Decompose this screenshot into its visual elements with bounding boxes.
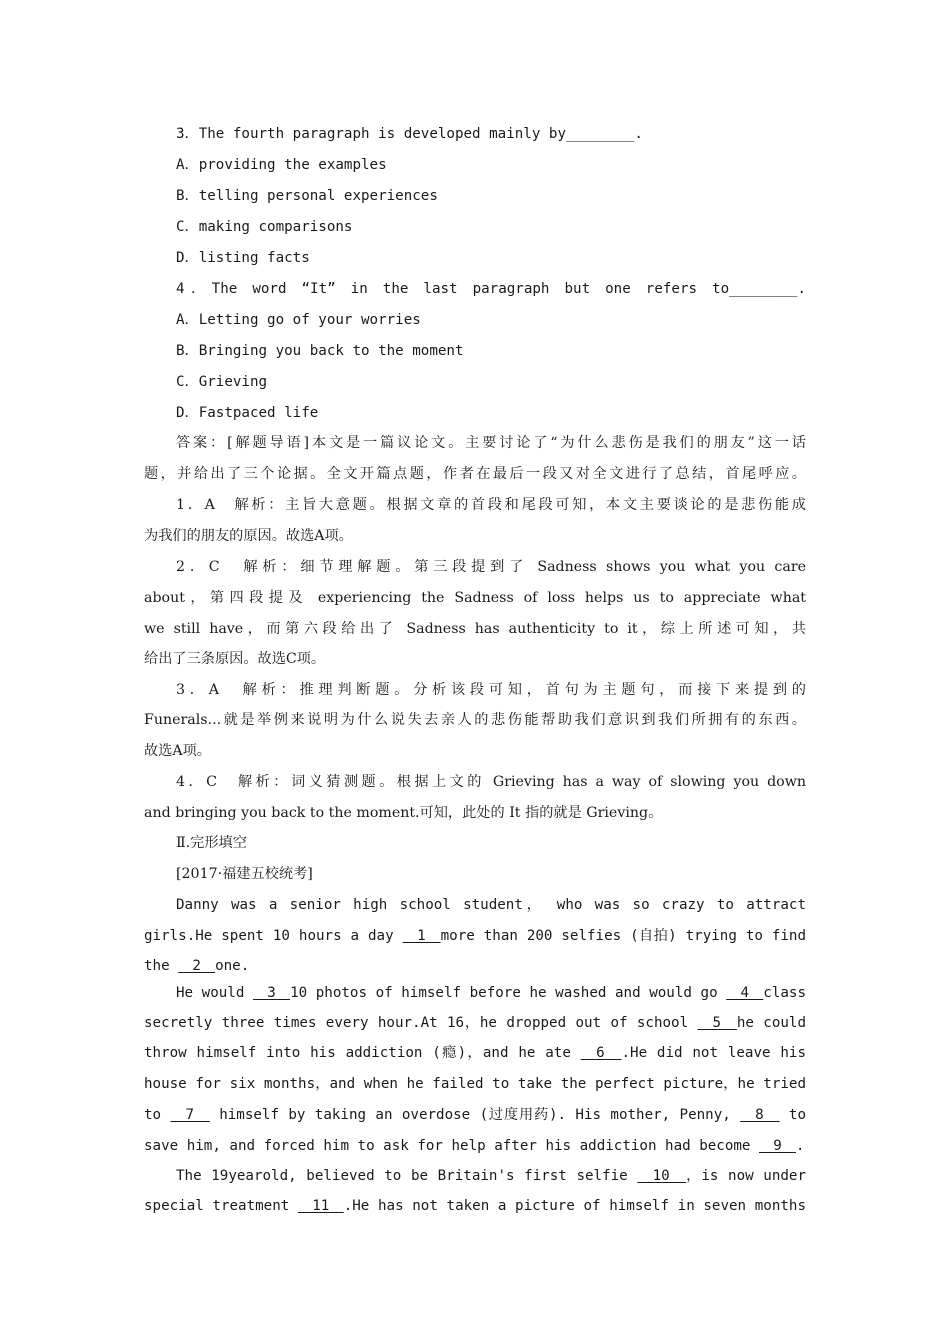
cloze-blank-7: 7 xyxy=(170,1107,210,1123)
answer-key-line-2: 题，并给出了三个论据。全文开篇点题，作者在最后一段又对全文进行了总结，首尾呼应。 xyxy=(144,466,806,482)
passage-text: he could xyxy=(736,1015,806,1031)
passage-text: He would xyxy=(176,985,253,1001)
passage-text: 10 photos of himself before he washed and would go xyxy=(290,985,727,1001)
passage-line-1: Danny was a senior high school student， who was so crazy to attract xyxy=(176,897,806,913)
question-4-option-c: C．Grieving xyxy=(176,374,268,390)
passage-text: save him, and forced him to ask for help after his addiction had become xyxy=(144,1138,759,1154)
answer-key-line-12: 4．C 解析：词义猜测题。根据上文的 Grieving has a way of slowing you down xyxy=(176,774,806,790)
cloze-blank-3: 3 xyxy=(252,985,291,1001)
question-4-option-d: D．Fastpaced life xyxy=(176,405,319,421)
passage-text: more than 200 selfies (自拍) trying to find xyxy=(440,928,806,944)
passage-text: secretly three times every hour.At 16，he dropped out of school xyxy=(144,1015,698,1031)
cloze-blank-8: 8 xyxy=(740,1107,780,1123)
source-tag: [2017·福建五校统考] xyxy=(176,866,313,882)
passage-text: throw himself into his addiction (瘾)，and he ate xyxy=(144,1045,581,1061)
answer-key-line-13: and bringing you back to the moment.可知，此处的 It 指的就是 Grieving。 xyxy=(144,805,663,821)
passage-line-6 xyxy=(144,1043,806,1063)
question-4-option-b: B．Bringing you back to the moment xyxy=(176,343,464,359)
question-3-option-c: C．making comparisons xyxy=(176,219,353,235)
passage-line-5 xyxy=(144,1013,806,1033)
cloze-blank-1: 1 xyxy=(402,928,441,944)
cloze-blank-6: 6 xyxy=(580,1045,622,1061)
passage-line-9 xyxy=(144,1136,806,1156)
answer-key-line-10: Funerals...就是举例来说明为什么说失去亲人的悲伤能帮助我们意识到我们所拥有的东西。 xyxy=(144,712,806,728)
passage-line-11 xyxy=(144,1196,806,1216)
answer-key-line-8: 给出了三条原因。故选C项。 xyxy=(144,651,326,667)
cloze-blank-11: 11 xyxy=(297,1198,344,1214)
passage-text: ，is now under xyxy=(686,1168,806,1184)
section-heading: Ⅱ.完形填空 xyxy=(176,835,247,851)
passage-text: class xyxy=(763,985,806,1001)
answer-key-line-11: 故选A项。 xyxy=(144,743,211,759)
passage-line-8 xyxy=(144,1105,806,1125)
question-3-option-d: D．listing facts xyxy=(176,250,310,266)
question-4-option-a: A．Letting go of your worries xyxy=(176,312,421,328)
answer-key-line-4: 为我们的朋友的原因。故选A项。 xyxy=(144,528,353,544)
cloze-blank-10: 10 xyxy=(637,1168,687,1184)
cloze-blank-2: 2 xyxy=(178,958,216,974)
passage-text: girls.He spent 10 hours a day xyxy=(144,928,403,944)
question-3-option-a: A．providing the examples xyxy=(176,157,387,173)
passage-text: to xyxy=(779,1107,806,1123)
passage-line-10 xyxy=(176,1166,806,1186)
passage-line-7: house for six months，and when he failed to take the perfect picture，he tried xyxy=(144,1076,806,1092)
answer-key-line-3: 1．A 解析：主旨大意题。根据文章的首段和尾段可知，本文主要谈论的是悲伤能成 xyxy=(176,497,806,513)
question-3-option-b: B．telling personal experiences xyxy=(176,188,438,204)
passage-text: himself by taking an overdose (过度用药). His mother, Penny, xyxy=(209,1107,741,1123)
passage-text: . xyxy=(795,1138,805,1154)
passage-line-3 xyxy=(144,956,806,976)
answer-key-line-6: about，第四段提及 experiencing the Sadness of loss helps us to appreciate what xyxy=(144,590,806,606)
question-4-stem: 4．The word “It” in the last paragraph but one refers to________. xyxy=(176,281,806,297)
answer-key-line-7: we still have，而第六段给出了 Sadness has authenticity to it，综上所述可知，共 xyxy=(144,621,806,637)
answer-key-line-1: 答案：[解题导语]本文是一篇议论文。主要讨论了“为什么悲伤是我们的朋友”这一话 xyxy=(176,435,806,451)
passage-text: special treatment xyxy=(144,1198,298,1214)
answer-key-line-9: 3．A 解析：推理判断题。分析该段可知，首句为主题句，而接下来提到的 xyxy=(176,682,806,698)
cloze-blank-4: 4 xyxy=(726,985,764,1001)
question-3-stem: 3．The fourth paragraph is developed mainly by________. xyxy=(176,126,643,142)
passage-text: .He did not leave his xyxy=(621,1045,806,1061)
passage-line-2 xyxy=(144,926,806,946)
passage-text: The 19yearold, believed to be Britain's first selfie xyxy=(176,1168,638,1184)
answer-key-line-5: 2．C 解析：细节理解题。第三段提到了 Sadness shows you what you care xyxy=(176,559,806,575)
cloze-blank-5: 5 xyxy=(697,1015,737,1031)
cloze-blank-9: 9 xyxy=(759,1138,796,1154)
passage-text: one. xyxy=(215,958,250,974)
passage-line-4 xyxy=(176,983,806,1003)
passage-text: to xyxy=(144,1107,171,1123)
passage-text: the xyxy=(144,958,179,974)
passage-text: .He has not taken a picture of himself in seven months xyxy=(343,1198,806,1214)
